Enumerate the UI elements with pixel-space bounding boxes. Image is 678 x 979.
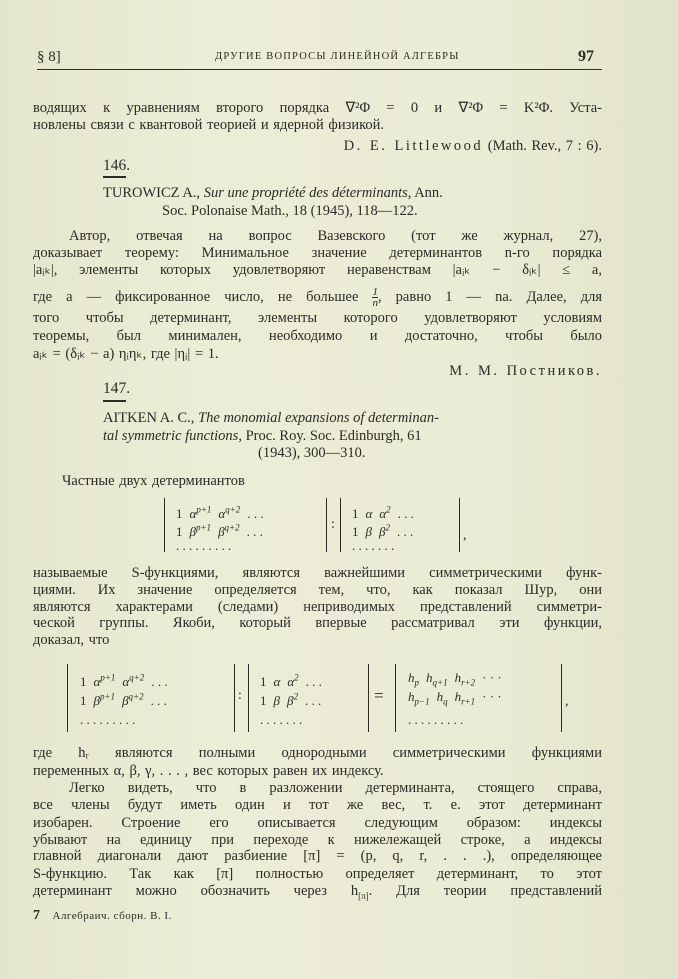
citation-journal-line: (1943), 300—310. — [258, 445, 366, 461]
page-number: 97 — [578, 48, 594, 65]
matrix-entry: 1 — [80, 693, 87, 709]
matrix-entry: 1 — [176, 524, 183, 540]
text-line: |aᵢₖ|, элементы которых удовлетворяют неравенствам |aᵢₖ − δᵢₖ| ≤ a, — [33, 262, 602, 278]
matrix-entry: $h_{r+2}$ — [454, 670, 476, 688]
matrix-entry: . . . — [246, 524, 263, 540]
reviewer-name: М. М. Постников. — [449, 363, 602, 379]
matrix-entry: α — [273, 674, 281, 690]
text-line: называемые S-функциями, являются важнейшими симметрическими функ- — [33, 565, 602, 581]
matrix-entry: $\alpha^{p+1}$ — [93, 673, 116, 690]
running-title: ДРУГИЕ ВОПРОСЫ ЛИНЕЙНОЙ АЛГЕБРЫ — [215, 51, 460, 62]
matrix-entry: $\beta^{p+1}$ — [189, 523, 212, 540]
text-line — [33, 882, 602, 900]
determinant-bar — [395, 664, 396, 732]
determinant-bar — [340, 498, 341, 552]
determinant-bar — [67, 664, 68, 732]
matrix-row — [352, 519, 420, 540]
text-fragment: где a — фиксированное число, не большее — [33, 289, 359, 305]
text-line: все члены будут иметь один и тот же вес, т. е. этот детерминант — [33, 797, 602, 813]
matrix-entry: $\alpha^{q+2}$ — [218, 505, 241, 522]
entry-number-rule — [103, 400, 126, 402]
matrix-row — [260, 711, 309, 729]
equals-sign: = — [374, 686, 384, 705]
matrix-row — [176, 537, 238, 555]
entry-number-rule — [103, 176, 126, 178]
matrix-row — [176, 519, 270, 540]
matrix-entry: . . . — [397, 506, 414, 522]
matrix-row — [176, 501, 271, 522]
matrix-entry: $\beta^{q+2}$ — [122, 692, 144, 709]
matrix-row — [408, 669, 509, 687]
citation-line — [103, 427, 422, 445]
matrix-row — [80, 669, 175, 690]
matrix-entry: $h_q$ — [436, 689, 448, 707]
text-line: Частные двух детерминантов — [62, 473, 245, 489]
text-fragment: детерминант можно обозначить через h — [33, 883, 359, 899]
entry-number: 146. — [103, 157, 131, 174]
determinant-bar — [164, 498, 165, 552]
matrix-entry: . . . — [396, 524, 414, 540]
text-line: являются характерами (следами) неприводимых представлений симметри- — [33, 599, 602, 615]
matrix-entry: $h_{r+1}$ — [454, 689, 476, 707]
citation-line — [103, 184, 443, 202]
matrix-entry: $h_{p-1}$ — [408, 689, 430, 707]
citation-title: The monomial expansions of determinan- — [198, 410, 439, 426]
text-line: S-функцию. Так как [π] полностью определяет детерминант, то этот — [33, 866, 602, 882]
matrix-entry: β — [273, 693, 280, 709]
text-line: доказывает теорему: Минимальное значение детерминантов n-го порядка — [33, 245, 602, 261]
fraction-denominator: n — [372, 297, 378, 310]
citation-title: tal symmetric functions, — [103, 428, 242, 444]
matrix-entry: 1 — [260, 693, 267, 709]
text-fragment: , равно 1 — na. Далее, для — [377, 289, 602, 305]
section-marker: § 8] — [37, 49, 61, 65]
division-colon: : — [331, 517, 335, 532]
matrix-row — [260, 688, 328, 709]
text-line: Легко видеть, что в разложении детерминанта, стоящего справа, — [69, 780, 602, 796]
review-source: (Math. Rev., 7 : 6). — [487, 138, 602, 154]
matrix-entry: $\alpha^2$ — [287, 673, 299, 690]
matrix-entry: $\alpha^2$ — [379, 505, 391, 522]
matrix-row — [260, 669, 329, 690]
matrix-entry: $\beta^{p+1}$ — [93, 692, 116, 709]
text-line — [33, 284, 602, 310]
reviewer-name: D. E. Littlewood — [343, 138, 484, 154]
citation-title: Sur une propriété des déterminants, — [203, 185, 412, 201]
matrix-entry: $\alpha^{q+2}$ — [122, 673, 145, 690]
matrix-entry: · · · — [482, 689, 502, 704]
text-line: переменных α, β, γ, . . . , вес которых равен их индексу. — [33, 763, 384, 779]
matrix-entry: $\beta^2$ — [286, 692, 298, 709]
text-line: циями. Их значение определяется тем, что, как показал Шур, они — [33, 582, 602, 598]
matrix-entry: $\alpha^{p+1}$ — [189, 505, 212, 522]
citation-journal: Ann. — [414, 185, 443, 201]
matrix-entry: . . . — [151, 674, 168, 690]
signature-number: 7 — [33, 908, 41, 923]
matrix-entry: . . . — [150, 693, 167, 709]
division-colon: : — [238, 688, 242, 703]
text-line: новлены связи с квантовой теорией и ядерной физикой. — [33, 117, 385, 133]
determinant-bar — [368, 664, 369, 732]
citation-author: TUROWICZ A., — [103, 185, 201, 201]
review-signature — [33, 137, 602, 155]
matrix-entry: . . . . . . . — [352, 538, 395, 553]
matrix-entry: . . . — [305, 674, 322, 690]
signature-footer — [33, 908, 172, 924]
matrix-entry: $h_p$ — [408, 670, 419, 688]
text-line: изобарен. Строение его описывается следующим образом: индексы — [33, 815, 602, 831]
determinant-bar — [248, 664, 249, 732]
determinant-bar — [326, 498, 327, 552]
text-line: главной диагонали дают разбиение [π] = (p, q, r, . . .), определяющее — [33, 848, 602, 864]
subscript: [π] — [358, 890, 369, 901]
matrix-entry: . . . . . . . . . — [408, 712, 464, 727]
matrix-entry: 1 — [352, 506, 359, 522]
matrix-entry: $h_{q+1}$ — [426, 670, 448, 688]
text-line: доказал, что — [33, 632, 110, 648]
matrix-entry: β — [365, 524, 372, 540]
matrix-entry: . . . . . . . — [260, 712, 303, 727]
matrix-entry: 1 — [352, 524, 359, 540]
matrix-row — [408, 688, 509, 706]
matrix-entry: 1 — [176, 506, 183, 522]
text-fragment: . Для теории представлений — [368, 883, 602, 899]
signature-text: Алгебраич. сборн. В. I. — [52, 910, 172, 922]
matrix-entry: $\beta^{q+2}$ — [218, 523, 240, 540]
fraction-numerator: 1 — [372, 286, 378, 299]
matrix-row — [408, 711, 470, 729]
comma: , — [565, 694, 569, 709]
matrix-entry: 1 — [80, 674, 87, 690]
text-line: где hᵣ являются полными однородными симметрическими функциями — [33, 745, 602, 761]
text-line: Автор, отвечая на вопрос Вазевского (тот же журнал, 27), — [69, 228, 602, 244]
text-line: того чтобы детерминант, элементы которого удовлетворяют условиям — [33, 310, 602, 326]
matrix-entry: · · · — [482, 670, 502, 685]
matrix-entry: . . . — [247, 506, 264, 522]
matrix-entry: . . . . . . . . . — [176, 538, 232, 553]
matrix-row — [352, 537, 401, 555]
text-line: теоремы, был минимален, необходимо и достаточно, чтобы было — [33, 328, 602, 344]
comma: , — [463, 528, 467, 543]
matrix-entry: . . . — [304, 693, 322, 709]
citation-journal-line: Soc. Polonaise Math., 18 (1945), 118—122. — [162, 203, 418, 219]
text-line: ческой группы. Якоби, который впервые рассматривал эти функции, — [33, 615, 602, 631]
text-line: aᵢₖ = (δᵢₖ − a) ηᵢηₖ, где |ηᵢ| = 1. — [33, 346, 219, 362]
matrix-row — [80, 711, 142, 729]
text-line: убывают на единицу при переходе к нижележащей строке, а индексы — [33, 832, 602, 848]
text-line: водящих к уравнениям второго порядка ∇²Φ = 0 и ∇²Φ = K²Φ. Уста- — [33, 100, 602, 116]
matrix-row — [352, 501, 421, 522]
matrix-entry: α — [365, 506, 373, 522]
entry-number: 147. — [103, 380, 131, 397]
matrix-entry: 1 — [260, 674, 267, 690]
matrix-entry: $\beta^2$ — [378, 523, 390, 540]
header-rule — [37, 69, 602, 70]
citation-author: AITKEN A. C., — [103, 410, 195, 426]
citation-line — [103, 409, 439, 427]
determinant-bar — [459, 498, 460, 552]
matrix-row — [80, 688, 174, 709]
determinant-bar — [234, 664, 235, 732]
citation-journal: Proc. Roy. Soc. Edinburgh, 61 — [245, 428, 422, 444]
determinant-bar — [561, 664, 562, 732]
matrix-entry: . . . . . . . . . — [80, 712, 136, 727]
